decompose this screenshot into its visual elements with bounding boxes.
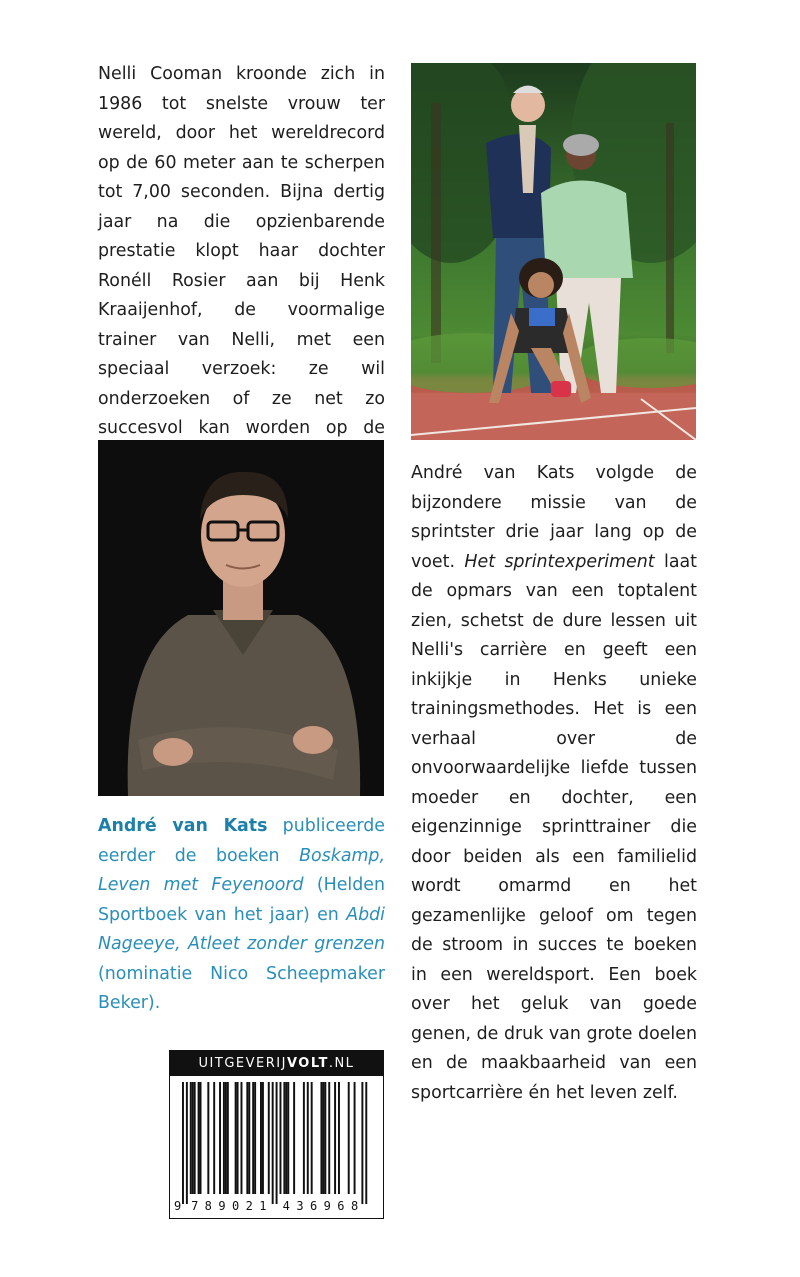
barcode-bar	[262, 1082, 264, 1194]
barcode-digit: 1	[259, 1199, 267, 1213]
barcode-digit: 8	[204, 1199, 212, 1213]
barcode-bar	[334, 1082, 336, 1194]
barcode-bar	[248, 1082, 250, 1194]
barcode-bar	[200, 1082, 202, 1194]
barcode-bar	[219, 1082, 221, 1194]
barcode-bar	[272, 1082, 274, 1204]
barcode-digit: 9	[323, 1199, 331, 1213]
barcode-digit: 2	[245, 1199, 253, 1213]
barcode-bar	[268, 1082, 270, 1194]
barcode-bar	[223, 1082, 225, 1194]
author-portrait-photo	[98, 440, 384, 796]
barcode-digit: 6	[337, 1199, 345, 1213]
barcode-bar	[227, 1082, 229, 1194]
barcode-bar	[241, 1082, 243, 1194]
barcode-bar	[260, 1082, 262, 1194]
publisher-url-suffix: .NL	[328, 1056, 355, 1071]
barcode-bar	[283, 1082, 285, 1194]
barcode-bar	[207, 1082, 209, 1194]
barcode-bar	[186, 1082, 188, 1204]
blurb-part-2: laat de opmars van een toptalent zien, schetst de dure lessen uit Nelli's carrière en geeft een inkijkje in Henks unieke trainingsmethodes. Het is een verhaal over de onvoorwaardelijke liefde tussen moeder en dochter, een eigenzinnige sprinttrainer die door beiden als een familielid wordt omarmd en het gezamenlijke geloof om tegen de stroom in succes te boeken in een wereldsport. Een boek over het geluk van goede genen, de druk van grote doelen en de maakbaarheid van een sportcarrière én het leven zelf.	[411, 551, 697, 1103]
barcode-digit: 8	[350, 1199, 359, 1213]
barcode-bar	[192, 1082, 194, 1194]
bio-text-3: (nominatie Nico Scheepmaker Beker).	[98, 963, 385, 1013]
barcode-bar	[322, 1082, 324, 1194]
barcode-bar	[365, 1082, 367, 1204]
barcode-bar	[324, 1082, 326, 1194]
barcode-bar	[287, 1082, 289, 1194]
intro-paragraph: Nelli Cooman kroonde zich in 1986 tot snelste vrouw ter wereld, door het wereldrecord op de 60 meter aan te scherpen tot 7,00 seconden. Bijna dertig jaar na die opzienbarende prestatie klopt haar dochter Ronéll Rosier aan bij Henk Kraaijenhof, de voormalige trainer van Nelli, met een speciaal verzoek: ze wil onderzoeken of ze net zo succesvol kan worden op de	[98, 64, 385, 438]
barcode-digit: 9	[218, 1199, 226, 1213]
barcode-digit: 0	[231, 1199, 240, 1213]
barcode-digit: 4	[282, 1199, 290, 1213]
blurb-text	[411, 459, 697, 1108]
barcode-bar	[198, 1082, 200, 1194]
barcode-bar	[293, 1082, 295, 1194]
barcode-bar	[225, 1082, 227, 1194]
blurb-book-title: Het sprintexperiment	[464, 551, 655, 572]
barcode-bar	[235, 1082, 237, 1194]
barcode-bar	[348, 1082, 350, 1194]
family-track-photo-art	[411, 63, 696, 440]
barcode-bar	[307, 1082, 309, 1194]
barcode-digit: 6	[309, 1199, 318, 1213]
barcode-bar	[311, 1082, 313, 1194]
barcode-bar	[252, 1082, 254, 1194]
barcode-bar	[237, 1082, 239, 1194]
author-name: André van Kats	[98, 816, 268, 836]
barcode-bar	[320, 1082, 322, 1194]
publisher-url-bold: VOLT	[286, 1056, 329, 1071]
barcode-bar	[361, 1082, 363, 1204]
barcode-bar	[328, 1082, 330, 1194]
bio-book-1: Boskamp, Leven met Feyenoord	[98, 845, 385, 895]
barcode-bar	[182, 1082, 184, 1204]
bio-book-2: Abdi Nageeye, Atleet zonder grenzen	[98, 904, 385, 954]
author-bio	[98, 812, 385, 1019]
blurb-paragraph	[411, 459, 697, 1108]
family-track-photo	[411, 63, 696, 440]
barcode-bar	[354, 1082, 356, 1194]
barcode-bars	[170, 1076, 382, 1217]
barcode-bar	[213, 1082, 215, 1194]
barcode-bar	[254, 1082, 256, 1194]
barcode-bar	[303, 1082, 305, 1194]
barcode-bar	[194, 1082, 196, 1194]
barcode-bar	[285, 1082, 287, 1194]
barcode-digit: 7	[191, 1199, 199, 1213]
intro-text	[98, 60, 385, 473]
bio-text-1: publiceerde eerder de boeken	[98, 816, 385, 866]
barcode-bar	[190, 1082, 192, 1194]
isbn-barcode	[169, 1050, 384, 1219]
barcode-bar	[276, 1082, 278, 1204]
bio-text-2: (Helden Sportboek van het jaar) en	[98, 875, 385, 925]
barcode-digit: 9	[174, 1199, 182, 1213]
author-bio-paragraph	[98, 812, 385, 1019]
barcode-bar	[246, 1082, 248, 1194]
barcode-bar	[280, 1082, 282, 1194]
publisher-url-prefix: UITGEVERIJ	[198, 1056, 287, 1071]
barcode-digit: 3	[296, 1199, 304, 1213]
publisher-url	[170, 1051, 383, 1076]
barcode-bar	[338, 1082, 340, 1194]
blurb-part-1: André van Kats volgde de bijzondere missie van de sprintster drie jaar lang op de voet.	[411, 463, 697, 572]
author-portrait-art	[98, 440, 384, 796]
